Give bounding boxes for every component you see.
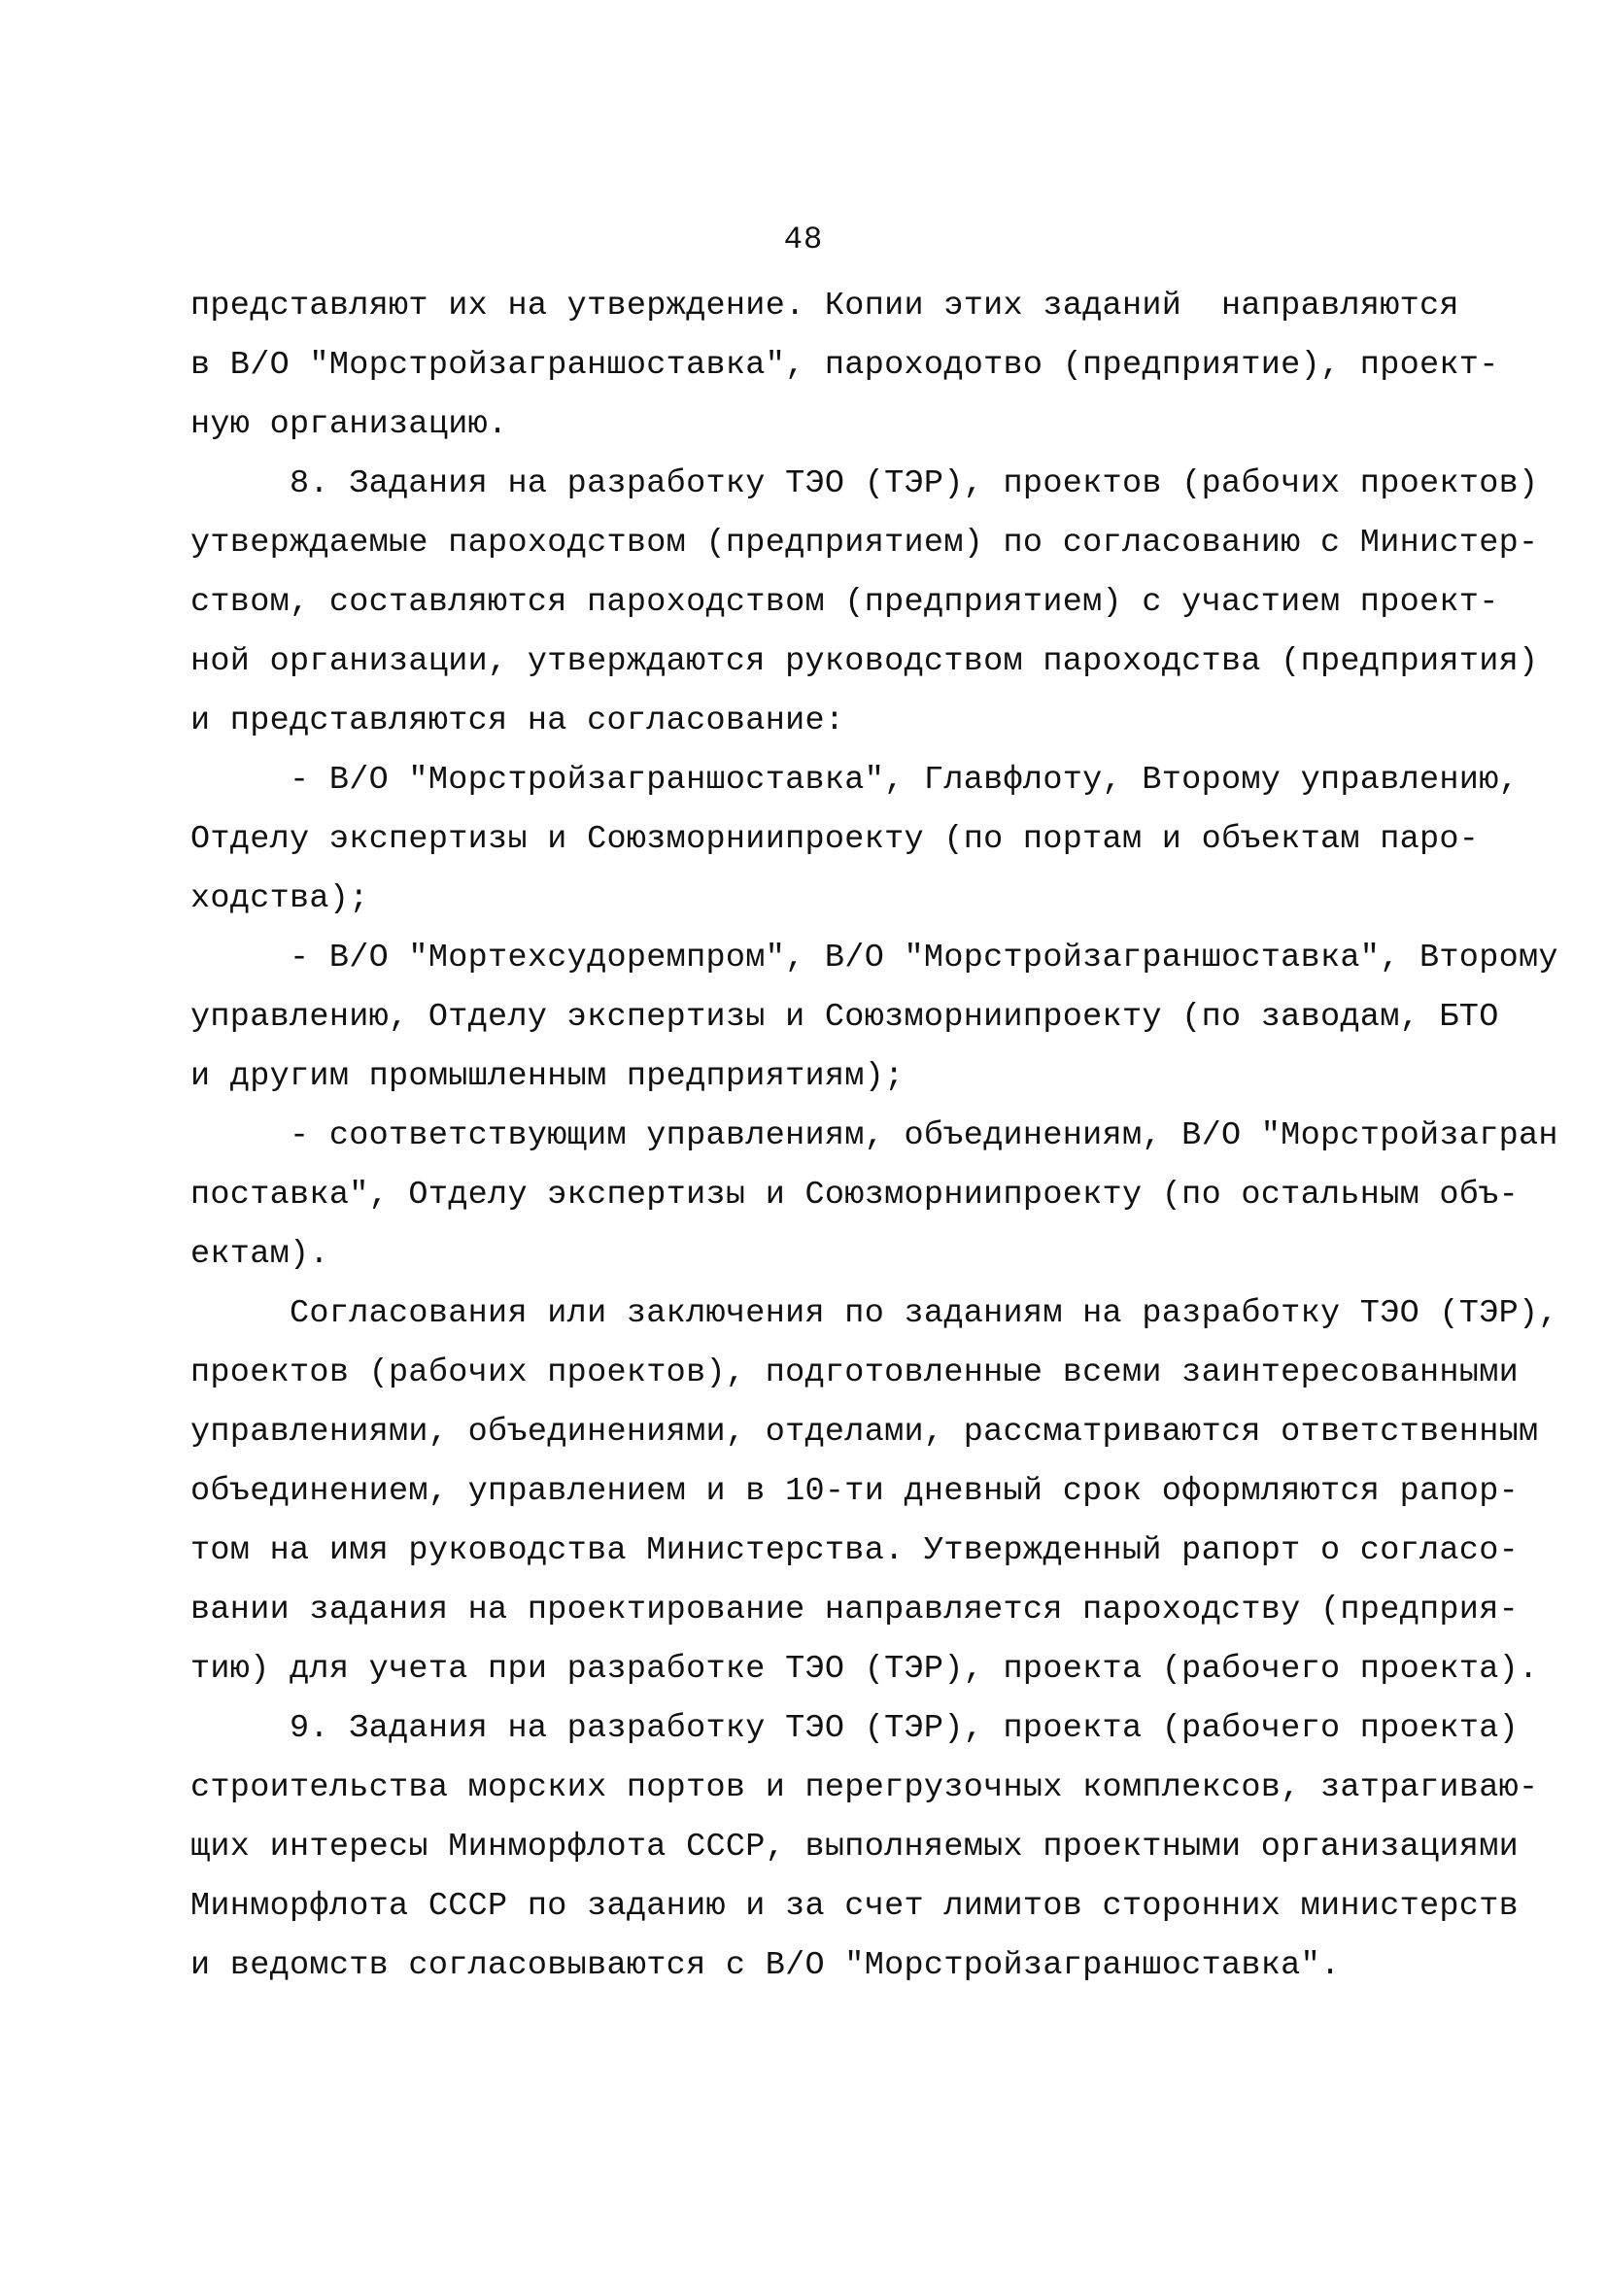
text-line: и представляются на согласование:: [190, 703, 845, 739]
text-line: Минморфлота СССР по заданию и за счет лимитов сторонних министерств: [190, 1888, 1520, 1925]
text-line: ектам).: [190, 1236, 329, 1273]
text-line: том на имя руководства Министерства. Утвержденный рапорт о согласо-: [190, 1532, 1520, 1569]
text-line: строительства морских портов и перегрузочных комплексов, затрагиваю-: [190, 1769, 1539, 1806]
text-line: - В/О "Морстройзаграншоставка", Главфлоту, Второму управлению,: [190, 762, 1520, 799]
page-number: 48: [783, 222, 824, 257]
text-line: ходства);: [190, 880, 369, 917]
text-line: управлениями, объединениями, отделами, рассматриваются ответственным: [190, 1414, 1539, 1451]
text-line: объединением, управлением и в 10-ти дневный срок оформляются рапор-: [190, 1473, 1520, 1510]
text-line: ную организацию.: [190, 406, 508, 443]
text-line: вании задания на проектирование направляется пароходству (предприя-: [190, 1592, 1520, 1628]
text-line: представляют их на утверждение. Копии этих заданий направляются: [190, 288, 1459, 325]
text-line: 8. Задания на разработку ТЭО (ТЭР), проектов (рабочих проектов): [190, 465, 1539, 502]
text-line: 9. Задания на разработку ТЭО (ТЭР), проекта (рабочего проекта): [190, 1710, 1520, 1747]
text-line: и другим промышленным предприятиям);: [190, 1058, 905, 1095]
text-line: поставка", Отделу экспертизы и Союзморниипроекту (по остальным объ-: [190, 1177, 1520, 1214]
text-line: щих интересы Минморфлота СССР, выполняемых проектными организациями: [190, 1829, 1520, 1866]
text-line: - соответствующим управлениям, объединениям, В/О "Морстройзагран: [190, 1117, 1558, 1154]
body-text: [190, 277, 1558, 1996]
text-line: управлению, Отделу экспертизы и Союзморниипроекту (по заводам, БТО: [190, 999, 1499, 1036]
text-line: ством, составляются пароходством (предприятием) с участием проект-: [190, 584, 1499, 621]
text-line: утверждаемые пароходством (предприятием) по согласованию с Министер-: [190, 525, 1539, 562]
text-line: в В/О "Морстройзаграншоставка", пароходотво (предприятие), проект-: [190, 347, 1499, 384]
text-line: Согласования или заключения по заданиям на разработку ТЭО (ТЭР),: [190, 1295, 1558, 1332]
text-line: Отделу экспертизы и Союзморниипроекту (по портам и объектам паро-: [190, 821, 1480, 858]
text-line: ной организации, утверждаются руководством пароходства (предприятия): [190, 643, 1539, 680]
text-line: проектов (рабочих проектов), подготовленные всеми заинтересованными: [190, 1354, 1520, 1391]
text-line: тию) для учета при разработке ТЭО (ТЭР), проекта (рабочего проекта).: [190, 1651, 1539, 1688]
text-line: и ведомств согласовываются с В/О "Морстройзаграншоставка".: [190, 1947, 1341, 1984]
text-line: - В/О "Мортехсудоремпром", В/О "Морстройзаграншоставка", Второму: [190, 940, 1558, 977]
